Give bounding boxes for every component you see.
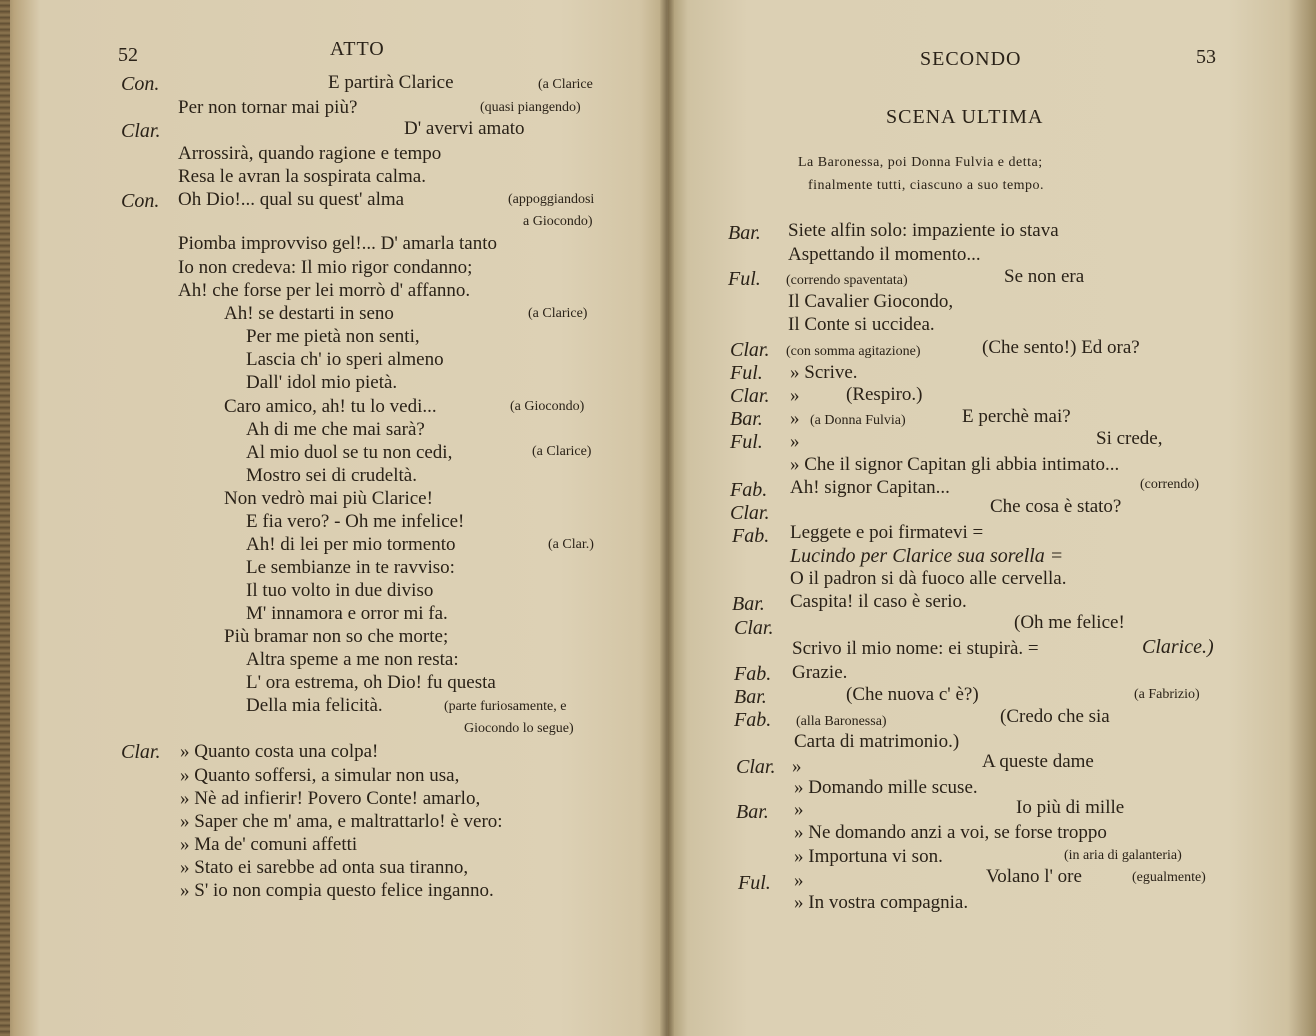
verse-line: Della mia felicità. bbox=[246, 695, 383, 716]
scene-cast-line-2: finalmente tutti, ciascuno a suo tempo. bbox=[808, 178, 1045, 193]
speaker-label: Bar. bbox=[732, 593, 765, 615]
verse-line: Altra speme a me non resta: bbox=[246, 649, 459, 670]
verse-line: » Domando mille scuse. bbox=[794, 777, 978, 798]
verse-line: Scrivo il mio nome: ei stupirà. = bbox=[792, 638, 1039, 659]
verse-line: » Scrive. bbox=[790, 362, 858, 383]
speaker-label: Bar. bbox=[734, 686, 767, 708]
verse-line: Il Cavalier Giocondo, bbox=[788, 291, 954, 312]
page-edge bbox=[0, 0, 10, 1036]
verse-line: Io non credeva: Il mio rigor condanno; bbox=[178, 257, 473, 278]
speaker-label: Clar. bbox=[121, 741, 161, 763]
speaker-label: Clar. bbox=[730, 385, 770, 407]
verse-line: Leggete e poi firmatevi = bbox=[790, 522, 984, 543]
speaker-label: Ful. bbox=[730, 362, 763, 384]
verse-line: (Che nuova c' è?) bbox=[846, 684, 979, 705]
stage-direction: (a Clarice bbox=[538, 77, 593, 92]
verse-line: (Oh me felice! bbox=[1014, 612, 1125, 633]
right-page-number: 53 bbox=[1196, 46, 1216, 68]
verse-line: (Respiro.) bbox=[846, 384, 923, 405]
scene-cast-line-1: La Baronessa, poi Donna Fulvia e detta; bbox=[798, 155, 1043, 170]
verse-line: Le sembianze in te ravviso: bbox=[246, 557, 455, 578]
stage-direction: (appoggiandosi bbox=[508, 192, 595, 207]
verse-line: Resa le avran la sospirata calma. bbox=[178, 166, 426, 187]
verse-line: Oh Dio!... qual su quest' alma bbox=[178, 189, 405, 210]
verse-line: Lascia ch' io speri almeno bbox=[246, 349, 444, 370]
verse-line: Piomba improvviso gel!... D' amarla tanto bbox=[178, 233, 497, 254]
speaker-label: Clar. bbox=[736, 756, 776, 778]
verse-line: » S' io non compia questo felice inganno. bbox=[180, 880, 494, 901]
scene-title: SCENA ULTIMA bbox=[886, 106, 1044, 128]
speaker-label: Ful. bbox=[738, 872, 771, 894]
verse-line: Ah! signor Capitan... bbox=[790, 477, 950, 498]
verse-line: Lucindo per Clarice sua sorella = bbox=[790, 545, 1064, 567]
verse-line: » bbox=[792, 756, 802, 777]
speaker-label: Clar. bbox=[121, 120, 161, 142]
verse-line: » bbox=[790, 431, 800, 452]
verse-line: Al mio duol se tu non cedi, bbox=[246, 442, 453, 463]
verse-line: M' innamora e orror mi fa. bbox=[246, 603, 448, 624]
verse-line: Volano l' ore bbox=[986, 866, 1082, 887]
speaker-label: Con. bbox=[121, 73, 160, 95]
verse-line: » bbox=[794, 799, 804, 820]
verse-line: E perchè mai? bbox=[962, 406, 1071, 427]
verse-line: Dall' idol mio pietà. bbox=[246, 372, 398, 393]
verse-line: » In vostra compagnia. bbox=[794, 892, 969, 913]
speaker-label: Fab. bbox=[734, 663, 772, 685]
verse-line: Il tuo volto in due diviso bbox=[246, 580, 434, 601]
speaker-label: Clar. bbox=[730, 502, 770, 524]
speaker-label: Clar. bbox=[730, 339, 770, 361]
verse-line: Ah! che forse per lei morrò d' affanno. bbox=[178, 280, 471, 301]
speaker-label: Con. bbox=[121, 190, 160, 212]
verse-line: Più bramar non so che morte; bbox=[224, 626, 449, 647]
stage-direction: (con somma agitazione) bbox=[786, 344, 921, 359]
stage-direction: (in aria di galanteria) bbox=[1064, 848, 1182, 863]
verse-line: Ah! di lei per mio tormento bbox=[246, 534, 456, 555]
verse-line: Siete alfin solo: impaziente io stava bbox=[788, 220, 1059, 241]
speaker-label: Fab. bbox=[730, 479, 768, 501]
right-running-head: SECONDO bbox=[920, 48, 1022, 70]
stage-direction: (quasi piangendo) bbox=[480, 100, 581, 115]
verse-line: Che cosa è stato? bbox=[990, 496, 1122, 517]
stage-direction: (egualmente) bbox=[1132, 870, 1206, 885]
verse-line: Mostro sei di crudeltà. bbox=[246, 465, 417, 486]
speaker-label: Bar. bbox=[728, 222, 761, 244]
verse-line: Il Conte si uccidea. bbox=[788, 314, 935, 335]
speaker-label: Fab. bbox=[732, 525, 770, 547]
speaker-label: Bar. bbox=[730, 408, 763, 430]
speaker-label: Clar. bbox=[734, 617, 774, 639]
verse-line: » bbox=[794, 870, 804, 891]
verse-line: » Che il signor Capitan gli abbia intimato... bbox=[790, 454, 1120, 475]
speaker-label: Bar. bbox=[736, 801, 769, 823]
book-gutter bbox=[660, 0, 674, 1036]
left-page-number: 52 bbox=[118, 44, 138, 66]
speaker-label: Ful. bbox=[728, 268, 761, 290]
verse-line: » bbox=[790, 408, 800, 429]
verse-line: Ah di me che mai sarà? bbox=[246, 419, 425, 440]
verse-line: L' ora estrema, oh Dio! fu questa bbox=[246, 672, 496, 693]
verse-line: Grazie. bbox=[792, 662, 848, 683]
verse-line: Io più di mille bbox=[1016, 797, 1125, 818]
stage-direction: (alla Baronessa) bbox=[796, 714, 887, 729]
verse-line: » Stato ei sarebbe ad onta sua tiranno, bbox=[180, 857, 469, 878]
verse-line: Aspettando il momento... bbox=[788, 244, 981, 265]
verse-line: » Importuna vi son. bbox=[794, 846, 943, 867]
verse-line: » Ne domando anzi a voi, se forse troppo bbox=[794, 822, 1107, 843]
stage-direction: (a Donna Fulvia) bbox=[810, 413, 906, 428]
verse-line: Per me pietà non senti, bbox=[246, 326, 420, 347]
stage-direction: (correndo spaventata) bbox=[786, 273, 908, 288]
stage-direction: (a Clarice) bbox=[532, 444, 592, 459]
verse-line: Se non era bbox=[1004, 266, 1085, 287]
stage-direction: (correndo) bbox=[1140, 477, 1200, 492]
verse-line: E partirà Clarice bbox=[328, 72, 454, 93]
verse-line: (Credo che sia bbox=[1000, 706, 1110, 727]
verse-line: Ah! se destarti in seno bbox=[224, 303, 394, 324]
stage-direction: a Giocondo) bbox=[523, 214, 593, 229]
verse-line: Per non tornar mai più? bbox=[178, 97, 358, 118]
verse-line: » bbox=[790, 385, 800, 406]
verse-line: Caro amico, ah! tu lo vedi... bbox=[224, 396, 437, 417]
verse-line: Clarice.) bbox=[1142, 636, 1214, 658]
stage-direction: (a Clarice) bbox=[528, 306, 588, 321]
right-page bbox=[668, 0, 1316, 1036]
verse-line: O il padron si dà fuoco alle cervella. bbox=[790, 568, 1067, 589]
left-running-head: ATTO bbox=[330, 38, 385, 60]
verse-line: » Quanto soffersi, a simular non usa, bbox=[180, 765, 460, 786]
verse-line: E fia vero? - Oh me infelice! bbox=[246, 511, 465, 532]
verse-line: Carta di matrimonio.) bbox=[794, 731, 960, 752]
verse-line: Arrossirà, quando ragione e tempo bbox=[178, 143, 442, 164]
verse-line: » Saper che m' ama, e maltrattarlo! è vero: bbox=[180, 811, 503, 832]
stage-direction: (a Clar.) bbox=[548, 537, 594, 552]
stage-direction: Giocondo lo segue) bbox=[464, 721, 574, 736]
verse-line: Si crede, bbox=[1096, 428, 1163, 449]
verse-line: » Nè ad infierir! Povero Conte! amarlo, bbox=[180, 788, 481, 809]
verse-line: » Ma de' comuni affetti bbox=[180, 834, 358, 855]
verse-line: » Quanto costa una colpa! bbox=[180, 741, 379, 762]
stage-direction: (a Fabrizio) bbox=[1134, 687, 1200, 702]
verse-line: Caspita! il caso è serio. bbox=[790, 591, 967, 612]
stage-direction: (a Giocondo) bbox=[510, 399, 585, 414]
verse-line: (Che sento!) Ed ora? bbox=[982, 337, 1140, 358]
stage-direction: (parte furiosamente, e bbox=[444, 699, 567, 714]
speaker-label: Fab. bbox=[734, 709, 772, 731]
speaker-label: Ful. bbox=[730, 431, 763, 453]
verse-line: A queste dame bbox=[982, 751, 1094, 772]
verse-line: D' avervi amato bbox=[404, 118, 525, 139]
verse-line: Non vedrò mai più Clarice! bbox=[224, 488, 433, 509]
